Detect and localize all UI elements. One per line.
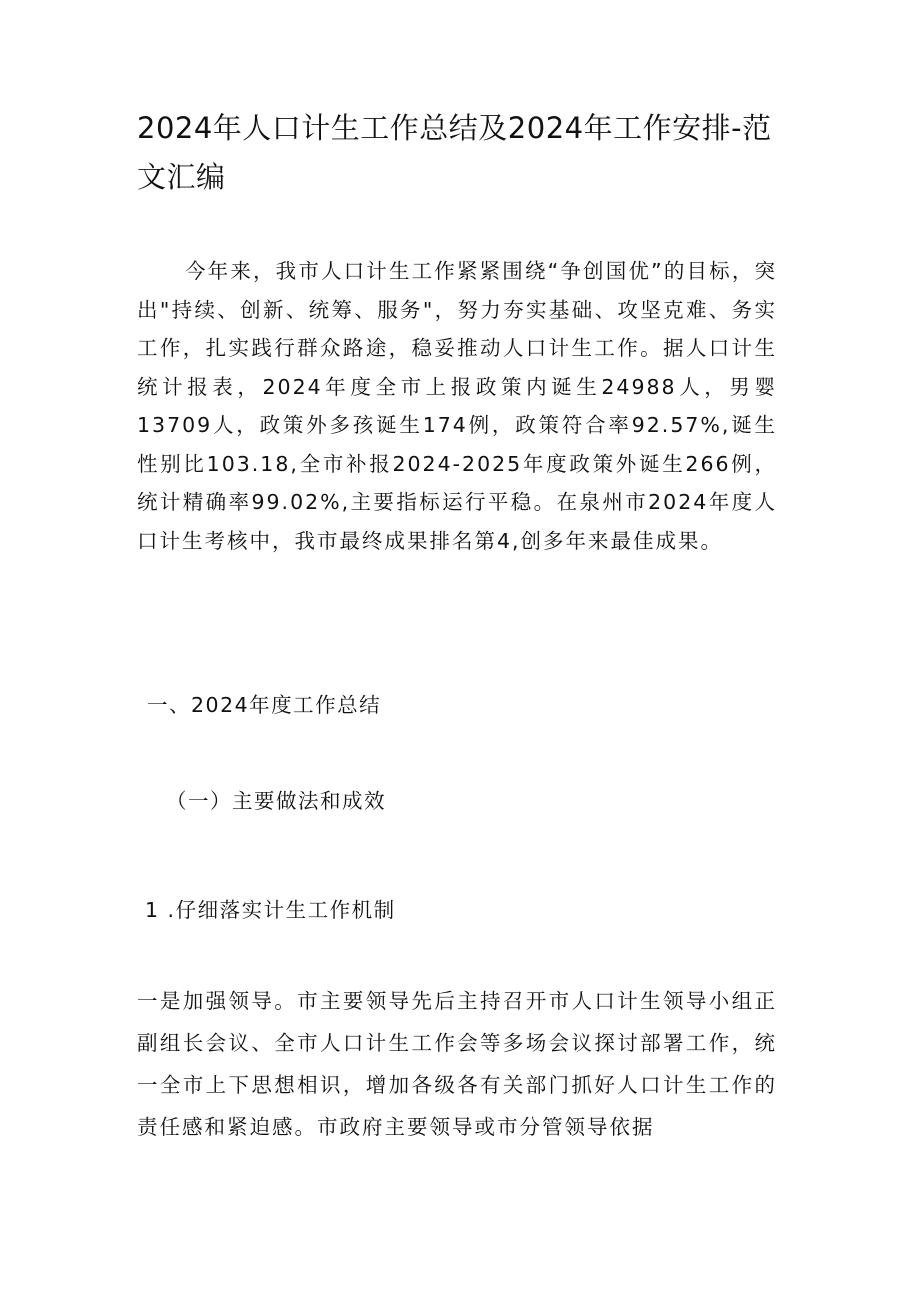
section-heading: 一、2024年度工作总结 [147, 693, 382, 717]
document-title: 2024年人口计生工作总结及2024年工作安排-范文汇编 [137, 111, 772, 194]
body-paragraph: 一是加强领导。市主要领导先后主持召开市人口计生领导小组正副组长会议、全市人口计生工作会等多场会议探讨部署工作，统一全市上下思想相识，增加各级各有关部门抓好人口计生工作的责任感和紧迫感。市政府主要领导或市分管领导依据 [137, 989, 777, 1139]
subsection-heading: （一）主要做法和成效 [166, 789, 386, 813]
intro-paragraph: 今年来，我市人口计生工作紧紧围绕“争创国优”的目标，突出"持续、创新、统筹、服务"，努力夯实基础、攻坚克难、务实工作，扎实践行群众路途，稳妥推动人口计生工作。据人口计生统计报表，2024年度全市上报政策内诞生24988人，男婴13709人，政策外多孩诞生174例，政策符合率92.57%,诞生性别比103.18,全市补报2024-2025年度政策外诞生266例，统计精确率99.02%,主要指标运行平稳。在泉州市2024年度人口计生考核中，我市最终成果排名第4,创多年来最佳成果。 [137, 259, 777, 553]
item-heading: 1 .仔细落实计生工作机制 [145, 898, 396, 922]
